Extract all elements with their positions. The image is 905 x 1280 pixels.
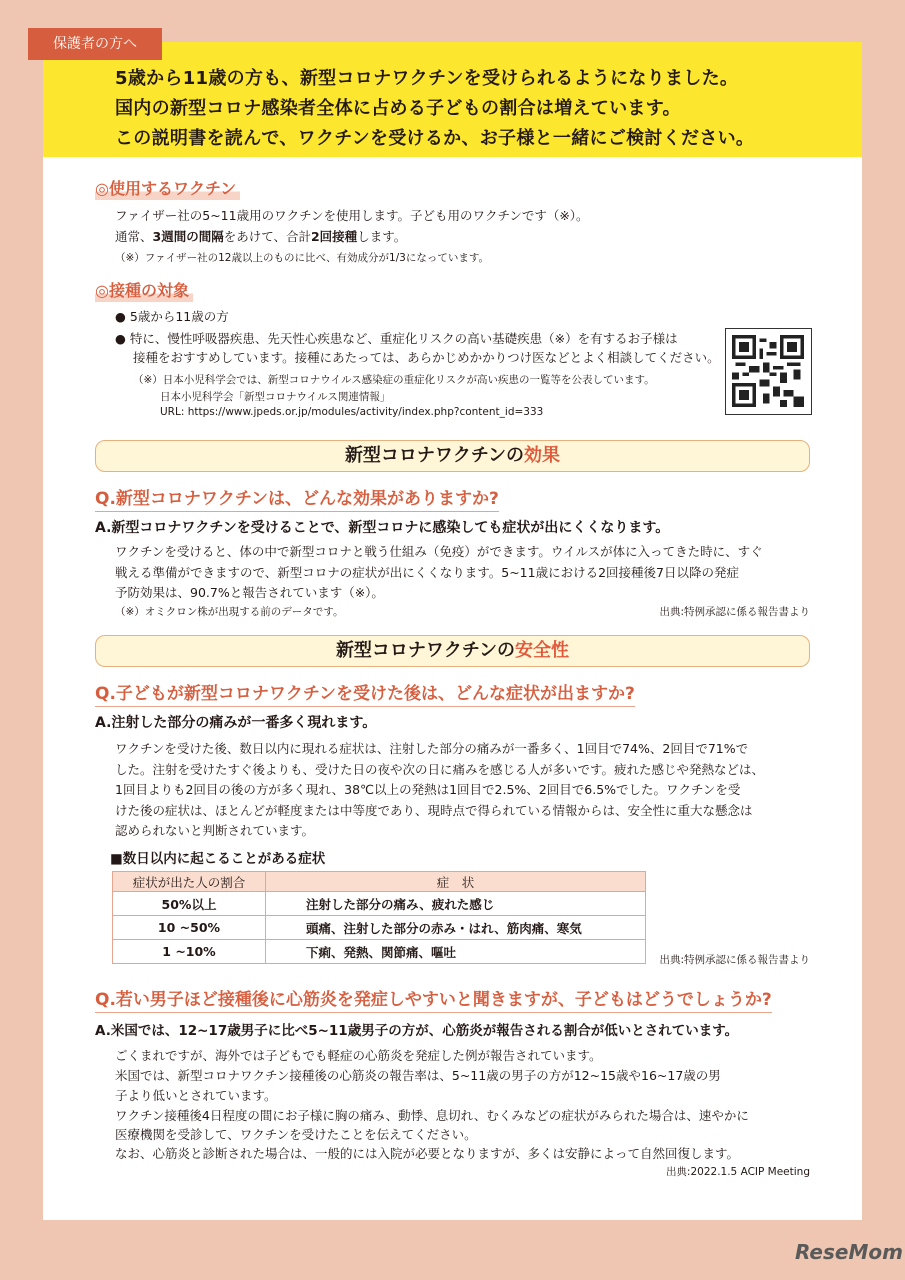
text-line: 予防効果は、90.7%と報告されています（※）。 [115, 585, 384, 600]
section-heading-target: ◎接種の対象 [95, 278, 193, 302]
resemom-logo: ReseMom [795, 1240, 903, 1264]
symptom-cell: 注射した部分の痛み、疲れた感じ [266, 892, 646, 916]
text-line: ワクチンを受けると、体の中で新型コロナと戦う仕組み（免疫）ができます。ウイルスが体に入ってきた時に、すぐ [115, 544, 763, 559]
bullet-item: ● 特に、慢性呼吸器疾患、先天性心疾患など、重症化リスクの高い基礎疾患（※）を有するお子様は [115, 331, 678, 346]
symptom-table [112, 871, 646, 964]
section-banner-effect: 新型コロナワクチンの効果 [95, 440, 810, 472]
lead-line: この説明書を読んで、ワクチンを受けるか、お子様と一緒にご検討ください。 [115, 128, 755, 149]
source-note: 出典:特例承認に係る報告書より [659, 606, 810, 618]
table-header-row [113, 872, 646, 892]
question-heading: Q.若い男子ほど接種後に心筋炎を発症しやすいと聞きますが、子どもはどうでしょうか? [95, 985, 772, 1013]
footnote: （※）オミクロン株が出現する前のデータです。 [115, 606, 344, 618]
text-line: ワクチン接種後4日程度の間にお子様に胸の痛み、動悸、息切れ、むくみなどの症状がみられた場合は、速やかに [115, 1108, 749, 1123]
answer-heading: A.米国では、12~17歳男子に比べ5~11歳男子の方が、心筋炎が報告される割合が低いとされています。 [95, 1023, 739, 1039]
symptom-cell: 下痢、発熱、関節痛、嘔吐 [266, 940, 646, 964]
text-line: ごくまれですが、海外では子どもでも軽症の心筋炎を発症した例が報告されています。 [115, 1048, 602, 1063]
text-line: 戦える準備ができますので、新型コロナの症状が出にくくなります。5~11歳における2回接種後7日以降の発症 [115, 565, 739, 580]
text-line: けた後の症状は、ほとんどが軽度または中等度であり、現時点で得られている情報からは、安全性に重大な懸念は [115, 803, 753, 818]
bullet-item: ● 5歳から11歳の方 [115, 309, 229, 324]
text-line: 認められないと判断されています。 [115, 823, 315, 838]
rate-cell: 10 ~50% [113, 916, 266, 940]
text-line: 医療機関を受診して、ワクチンを受けたことを伝えてください。 [115, 1127, 477, 1142]
lead-line: 5歳から11歳の方も、新型コロナワクチンを受けられるようになりました。 [115, 68, 739, 89]
question-heading: Q.子どもが新型コロナワクチンを受けた後は、どんな症状が出ますか? [95, 679, 635, 707]
section-heading-vaccine: ◎使用するワクチン [95, 176, 240, 200]
section-banner-safety: 新型コロナワクチンの安全性 [95, 635, 810, 667]
audience-tag: 保護者の方へ [28, 28, 162, 60]
table-row [113, 892, 646, 916]
source-note: 出典:2022.1.5 ACIP Meeting [665, 1166, 810, 1178]
source-note: 出典:特例承認に係る報告書より [659, 954, 810, 966]
rate-cell: 50%以上 [113, 892, 266, 916]
symptom-cell: 頭痛、注射した部分の赤み・はれ、筋肉痛、寒気 [266, 916, 646, 940]
column-header: 症 状 [266, 872, 646, 892]
table-row [113, 940, 646, 964]
question-heading: Q.新型コロナワクチンは、どんな効果がありますか? [95, 484, 499, 512]
table-title: ■数日以内に起こることがある症状 [110, 851, 326, 867]
text-line: ワクチンを受けた後、数日以内に現れる症状は、注射した部分の痛みが一番多く、1回目で74%、2回目で71%で [115, 741, 749, 756]
answer-heading: A.注射した部分の痛みが一番多く現れます。 [95, 715, 377, 731]
bullet-item-cont: 接種をおすすめしています。接種にあたっては、あらかじめかかりつけ医などとよく相談してください。 [133, 350, 720, 365]
footnote: （※）ファイザー社の12歳以上のものに比べ、有効成分が1/3になっています。 [115, 252, 490, 264]
text-line: 通常、3週間の間隔をあけて、合計2回接種します。 [115, 229, 407, 244]
qr-code[interactable] [725, 328, 812, 415]
rate-cell: 1 ~10% [113, 940, 266, 964]
footnote: 日本小児科学会「新型コロナウイルス関連情報」 [160, 391, 391, 403]
answer-heading: A.新型コロナワクチンを受けることで、新型コロナに感染しても症状が出にくくなります。 [95, 520, 670, 536]
lead-line: 国内の新型コロナ感染者全体に占める子どもの割合は増えています。 [115, 98, 681, 119]
text-line: した。注射を受けたすぐ後よりも、受けた日の夜や次の日に痛みを感じる人が多いです。疲れた感じや発熱などは、 [115, 762, 765, 777]
footnote: （※）日本小児科学会では、新型コロナウイルス感染症の重症化リスクが高い疾患の一覧等を公表しています。 [133, 374, 655, 386]
text-line: 子より低いとされています。 [115, 1088, 277, 1103]
url-link[interactable]: URL: https://www.jpeds.or.jp/modules/activity/index.php?content_id=333 [160, 406, 544, 418]
text-line: 米国では、新型コロナワクチン接種後の心筋炎の報告率は、5~11歳の男子の方が12~15歳や16~17歳の男 [115, 1068, 721, 1083]
text-line: 1回目よりも2回目の後の方が多く現れ、38℃以上の発熱は1回目で2.5%、2回目で6.5%でした。ワクチンを受 [115, 782, 741, 797]
text-line: なお、心筋炎と診断された場合は、一般的には入院が必要となりますが、多くは安静によって自然回復します。 [115, 1146, 740, 1161]
text-line: ファイザー社の5~11歳用のワクチンを使用します。子ども用のワクチンです（※）。 [115, 208, 589, 223]
table-row [113, 916, 646, 940]
column-header: 症状が出た人の割合 [113, 872, 266, 892]
